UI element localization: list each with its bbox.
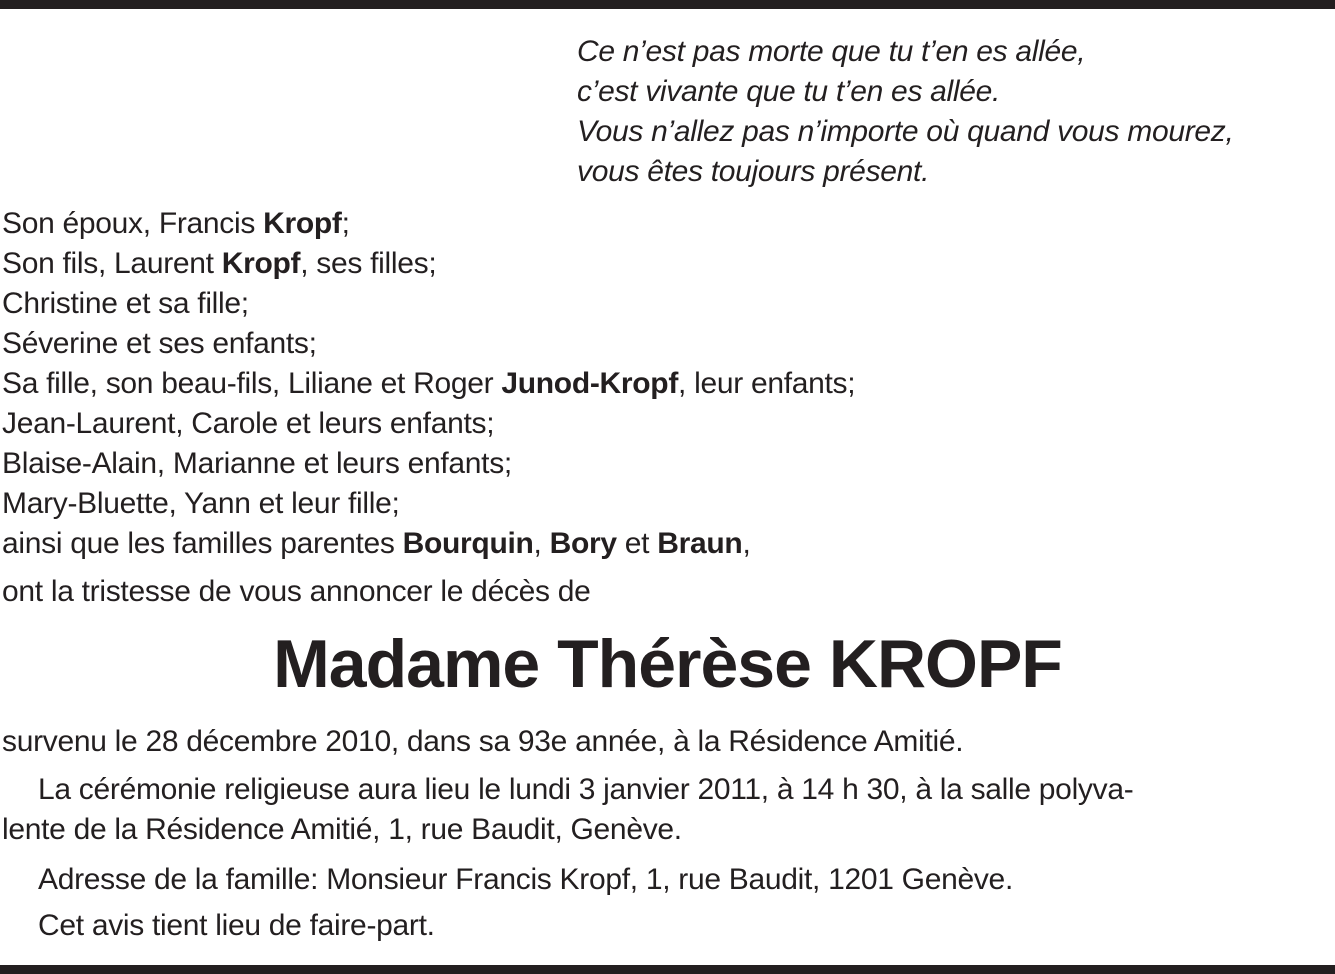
top-border-rule: [0, 0, 1335, 9]
text: Son époux, Francis: [2, 207, 264, 240]
family-line: Jean-Laurent, Carole et leurs enfants;: [2, 407, 495, 440]
family-line: Christine et sa fille;: [2, 287, 249, 320]
bottom-border-rule: [0, 965, 1335, 974]
poem-line: Ce n’est pas morte que tu t’en es allée,: [577, 35, 1086, 68]
text: ainsi que les familles parentes: [2, 527, 403, 560]
announcement-text: ont la tristesse de vous annoncer le décès de: [2, 575, 591, 608]
surname: Bourquin: [402, 527, 534, 560]
poem-line: c’est vivante que tu t’en es allée.: [577, 75, 1001, 108]
text: ;: [341, 207, 350, 240]
surname: Braun: [657, 527, 743, 560]
family-line-son: [2, 244, 855, 284]
surname: Kropf: [263, 207, 342, 240]
poem-epigraph: [577, 32, 1234, 192]
text: , leur enfants;: [678, 367, 856, 400]
poem-line: Vous n’allez pas n’importe où quand vous mourez,: [577, 115, 1234, 148]
text: Son fils, Laurent: [2, 247, 222, 280]
family-line-relatives: [2, 524, 855, 564]
poem-line: vous êtes toujours présent.: [577, 155, 930, 188]
text: ,: [742, 527, 751, 560]
deceased-name: Madame Thérèse KROPF: [273, 626, 1062, 702]
family-address: Adresse de la famille: Monsieur Francis Kropf, 1, rue Baudit, 1201 Genève.: [38, 863, 1013, 896]
text: Sa fille, son beau-fils, Liliane et Roger: [2, 367, 502, 400]
family-list: [2, 204, 855, 564]
surname: Junod-Kropf: [501, 367, 679, 400]
family-line: Mary-Bluette, Yann et leur fille;: [2, 487, 400, 520]
surname: Kropf: [221, 247, 301, 280]
text: et: [616, 527, 658, 560]
ceremony-line-2: lente de la Résidence Amitié, 1, rue Baudit, Genève.: [2, 813, 682, 846]
text: ,: [533, 527, 550, 560]
family-line: Blaise-Alain, Marianne et leurs enfants;: [2, 447, 512, 480]
notice-text: Cet avis tient lieu de faire-part.: [38, 909, 435, 942]
text: , ses filles;: [300, 247, 437, 280]
death-details: survenu le 28 décembre 2010, dans sa 93e année, à la Résidence Amitié.: [2, 725, 964, 758]
ceremony-line-1: La cérémonie religieuse aura lieu le lundi 3 janvier 2011, à 14 h 30, à la salle polyva-: [38, 773, 1134, 806]
surname: Bory: [549, 527, 617, 560]
family-line-daughter: [2, 364, 855, 404]
family-line: Séverine et ses enfants;: [2, 327, 317, 360]
family-line-spouse: [2, 204, 855, 244]
